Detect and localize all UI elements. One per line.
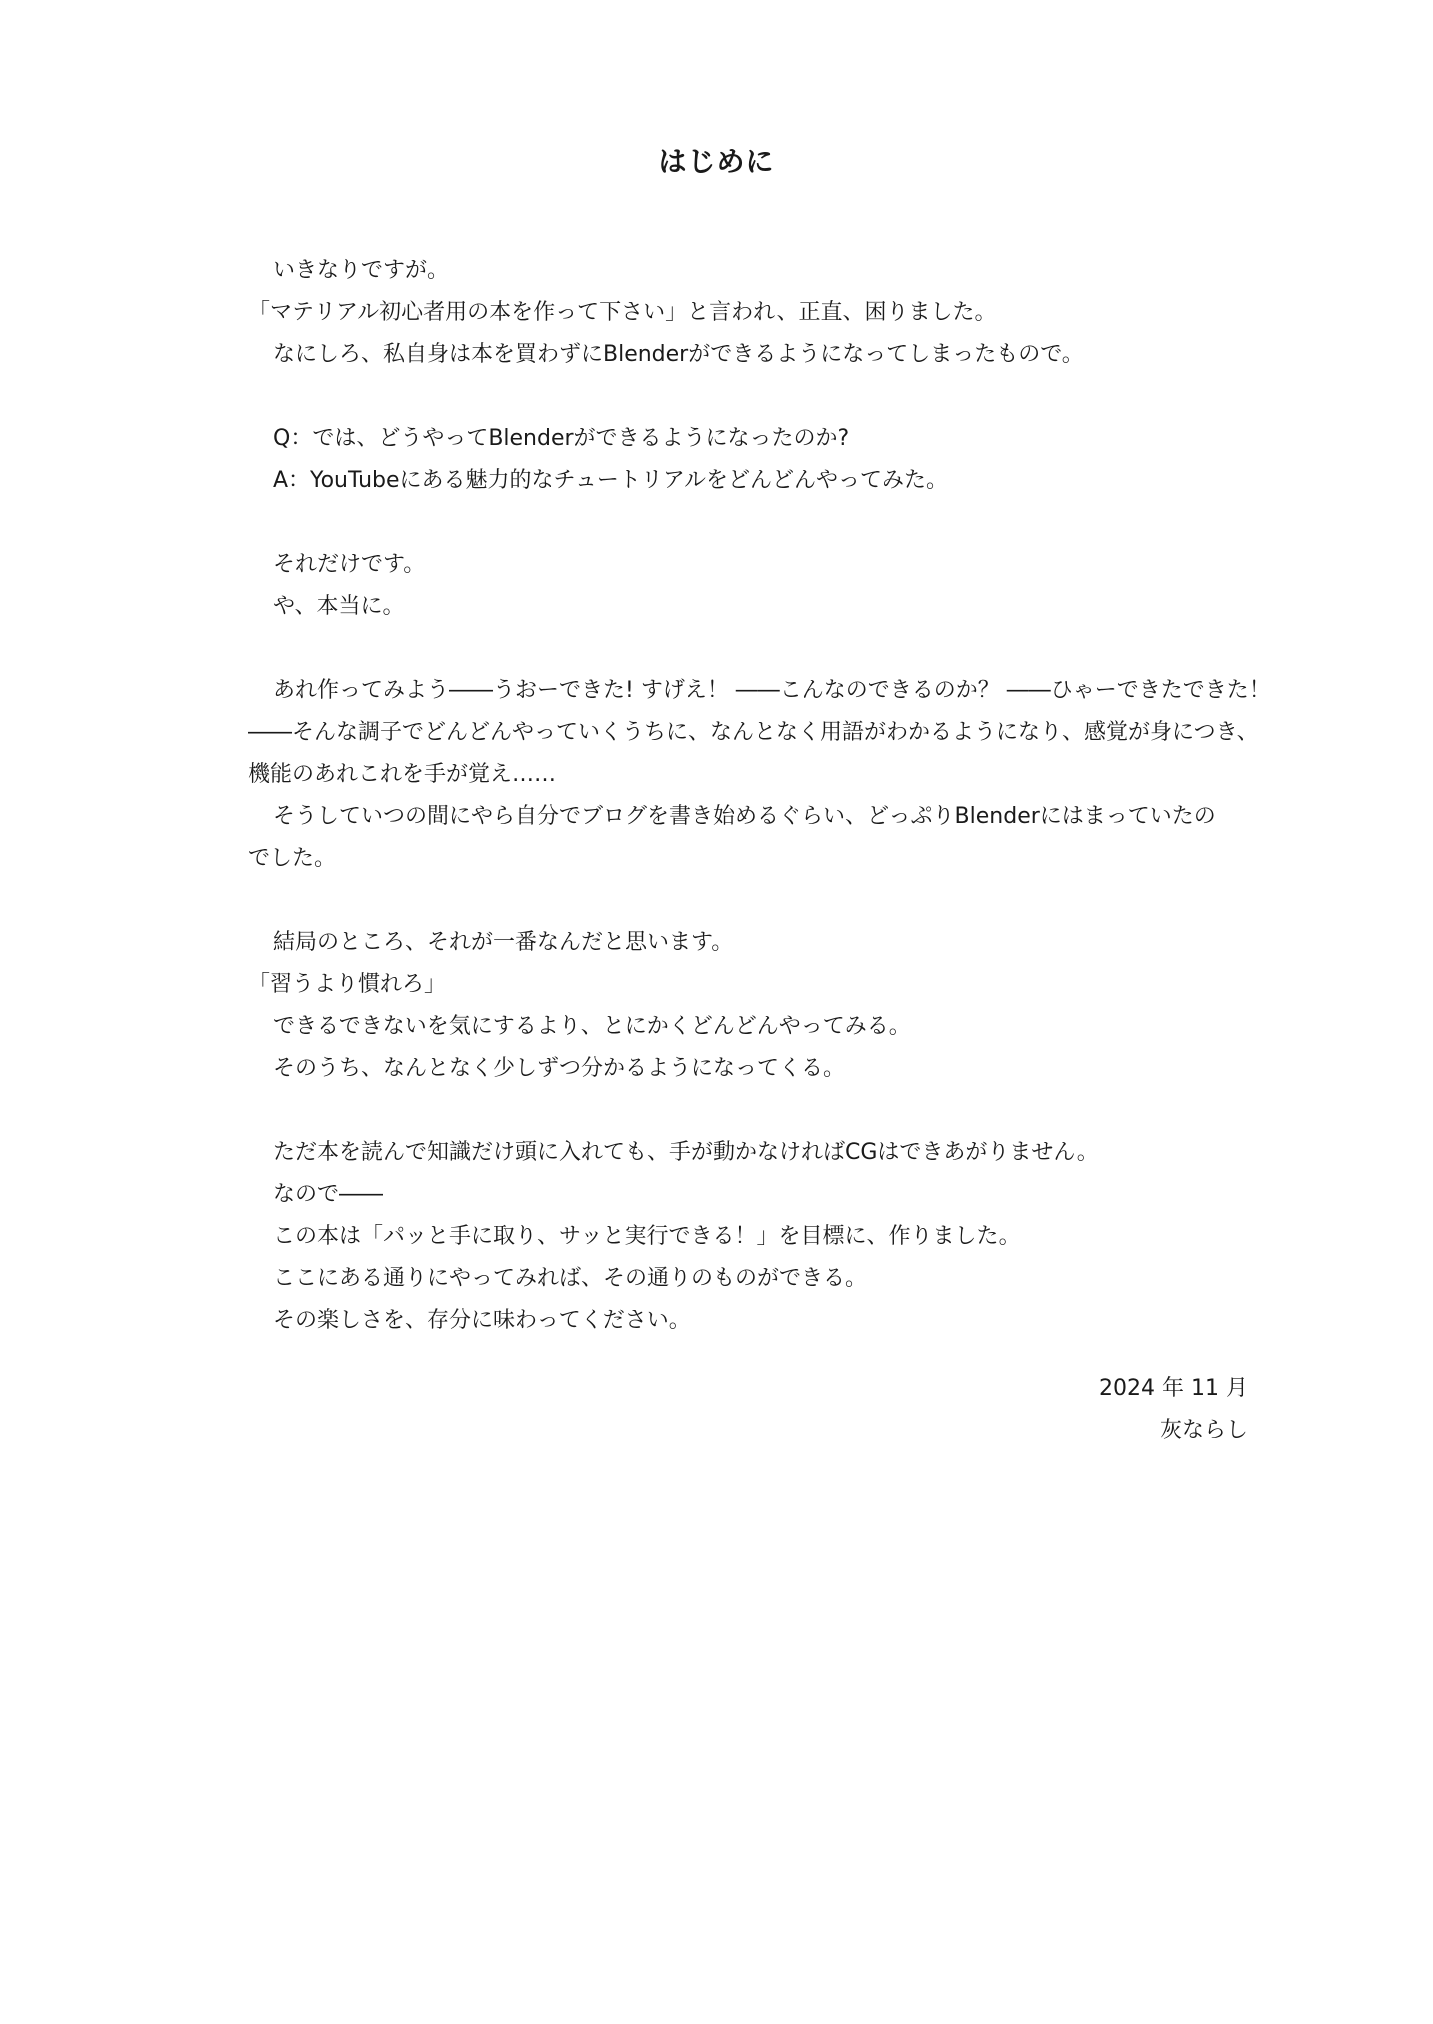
paragraph-6 bbox=[248, 1132, 1248, 1342]
text-line: なにしろ、私自身は本を買わずにBlenderができるようになってしまったもので。 bbox=[273, 342, 1084, 367]
signature-author: 灰ならし bbox=[1159, 1418, 1248, 1443]
text-line: なので―― bbox=[273, 1182, 384, 1207]
text-line: それだけです。 bbox=[273, 552, 426, 577]
text-line: ここにある通りにやってみれば、その通りのものができる。 bbox=[273, 1266, 868, 1291]
text-line: ――そんな調子でどんどんやっていくうちに、なんとなく用語がわかるようになり、感覚が身につき、 bbox=[248, 720, 1259, 745]
text-line: そのうち、なんとなく少しずつ分かるようになってくる。 bbox=[273, 1056, 846, 1081]
paragraph-4 bbox=[248, 670, 1271, 880]
text-line: でした。 bbox=[248, 846, 337, 871]
text-line: や、本当に。 bbox=[273, 594, 405, 619]
paragraph-2 bbox=[248, 418, 1248, 502]
page-title: はじめに bbox=[658, 145, 775, 178]
text-line: その楽しさを、存分に味わってください。 bbox=[273, 1308, 691, 1333]
signature-date: 2024 年 11 月 bbox=[1099, 1376, 1248, 1401]
text-line: 「習うより慣れろ」 bbox=[248, 972, 447, 997]
signature-block bbox=[1099, 1368, 1248, 1452]
text-line: Q：では、どうやってBlenderができるようになったのか? bbox=[273, 426, 850, 451]
paragraph-3 bbox=[248, 544, 1248, 628]
paragraph-5 bbox=[248, 922, 1248, 1090]
text-line: そうしていつの間にやら自分でブログを書き始めるぐらい、どっぷりBlenderにはまっていたの bbox=[273, 804, 1216, 829]
text-line: 「マテリアル初心者用の本を作って下さい」と言われ、正直、困りました。 bbox=[248, 300, 997, 325]
text-line: 機能のあれこれを手が覚え…… bbox=[248, 762, 557, 787]
text-line: 結局のところ、それが一番なんだと思います。 bbox=[273, 930, 734, 955]
text-line: できるできないを気にするより、とにかくどんどんやってみる。 bbox=[273, 1014, 911, 1039]
text-line: ただ本を読んで知識だけ頭に入れても、手が動かなければCGはできあがりません。 bbox=[273, 1140, 1099, 1165]
text-line: いきなりですが。 bbox=[273, 258, 450, 283]
body-text bbox=[248, 250, 1271, 1384]
text-line: A：YouTubeにある魅力的なチュートリアルをどんどんやってみた。 bbox=[273, 468, 948, 493]
text-line: この本は「パッと手に取り、サッと実行できる！」を目標に、作りました。 bbox=[273, 1224, 1021, 1249]
text-line: あれ作ってみよう――うおーできた! すげえ！ ――こんなのできるのか？ ――ひゃーできたできた！ bbox=[273, 678, 1271, 703]
paragraph-1 bbox=[248, 250, 1248, 376]
